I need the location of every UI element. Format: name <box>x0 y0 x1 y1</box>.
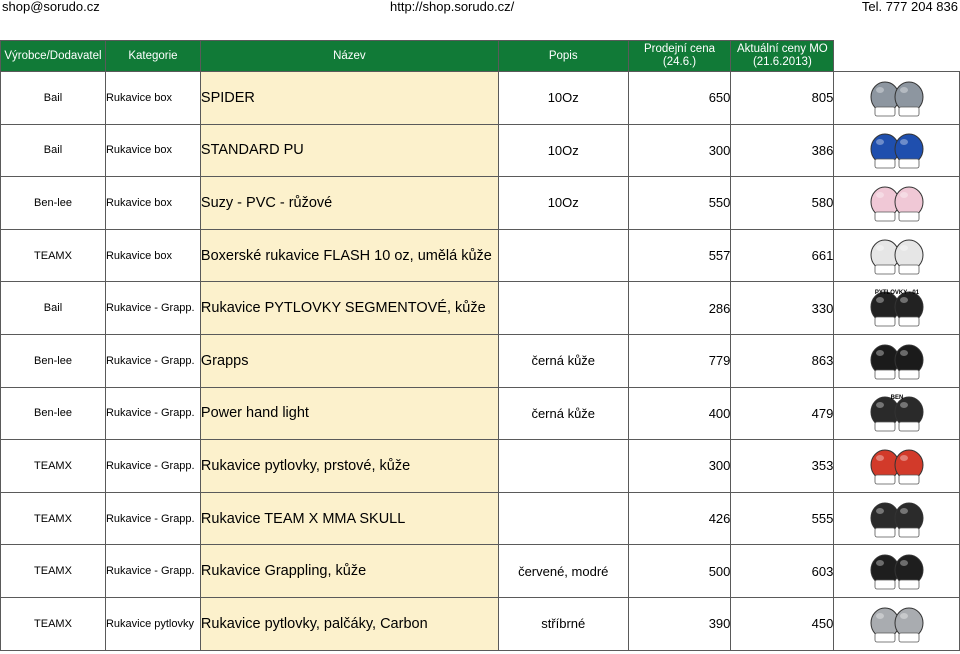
cell-category: Rukavice - Grapp. <box>105 440 200 493</box>
cell-description <box>498 440 628 493</box>
cell-maker: Bail <box>1 124 106 177</box>
col-maker-header: Výrobce/Dodavatel <box>1 41 106 72</box>
cell-product-image <box>834 334 960 387</box>
cell-product-image <box>834 72 960 125</box>
cell-product-name: STANDARD PU <box>200 124 498 177</box>
boxing-gloves-pink-icon <box>865 182 929 224</box>
shop-url[interactable]: http://shop.sorudo.cz/ <box>390 0 515 14</box>
cell-product-image <box>834 492 960 545</box>
cell-actual-price: 330 <box>731 282 834 335</box>
cell-actual-price: 580 <box>731 177 834 230</box>
cell-price: 390 <box>628 597 731 650</box>
cell-description <box>498 492 628 545</box>
cell-description: černá kůže <box>498 387 628 440</box>
cell-actual-price: 386 <box>731 124 834 177</box>
table-row <box>1 387 960 440</box>
cell-price: 557 <box>628 229 731 282</box>
col-category-header: Kategorie <box>105 41 200 72</box>
cell-maker: TEAMX <box>1 440 106 493</box>
boxing-gloves-silver-icon <box>865 77 929 119</box>
contact-bar <box>0 0 960 16</box>
cell-actual-price: 479 <box>731 387 834 440</box>
cell-product-image <box>834 124 960 177</box>
cell-product-name: Rukavice Grappling, kůže <box>200 545 498 598</box>
power-hand-gloves-icon <box>865 392 929 434</box>
cell-actual-price: 805 <box>731 72 834 125</box>
col-price-header-line2: (24.6.) <box>662 56 697 68</box>
cell-maker: Ben-lee <box>1 177 106 230</box>
cell-price: 300 <box>628 124 731 177</box>
cell-maker: TEAMX <box>1 545 106 598</box>
boxing-gloves-blue-icon <box>865 129 929 171</box>
cell-product-image <box>834 545 960 598</box>
cell-product-image <box>834 229 960 282</box>
cell-category: Rukavice box <box>105 124 200 177</box>
mma-skull-gloves-icon <box>865 498 929 540</box>
cell-price: 779 <box>628 334 731 387</box>
cell-category: Rukavice - Grapp. <box>105 282 200 335</box>
cell-description <box>498 282 628 335</box>
boxing-gloves-white-icon <box>865 235 929 277</box>
cell-actual-price: 555 <box>731 492 834 545</box>
cell-actual-price: 863 <box>731 334 834 387</box>
col-price-header <box>628 41 731 72</box>
cell-price: 300 <box>628 440 731 493</box>
cell-maker: TEAMX <box>1 597 106 650</box>
col-actual-header-line1: Aktuální ceny MO <box>736 43 828 55</box>
table-row <box>1 334 960 387</box>
price-list-table <box>0 40 960 651</box>
table-row <box>1 282 960 335</box>
cell-description: stříbrné <box>498 597 628 650</box>
col-name-header: Název <box>200 41 498 72</box>
cell-maker: Bail <box>1 72 106 125</box>
cell-description: červené, modré <box>498 545 628 598</box>
cell-description <box>498 229 628 282</box>
bag-gloves-black-white-icon <box>865 287 929 329</box>
cell-category: Rukavice - Grapp. <box>105 545 200 598</box>
cell-product-name: SPIDER <box>200 72 498 125</box>
table-row <box>1 124 960 177</box>
cell-product-name: Rukavice pytlovky, palčáky, Carbon <box>200 597 498 650</box>
col-image-header <box>834 41 960 72</box>
cell-product-name: Rukavice TEAM X MMA SKULL <box>200 492 498 545</box>
cell-price: 426 <box>628 492 731 545</box>
table-row <box>1 545 960 598</box>
cell-product-name: Rukavice pytlovky, prstové, kůže <box>200 440 498 493</box>
grappling-gloves-leather-icon <box>865 550 929 592</box>
cell-description: černá kůže <box>498 334 628 387</box>
table-row <box>1 597 960 650</box>
cell-price: 400 <box>628 387 731 440</box>
header-row <box>1 41 960 72</box>
cell-category: Rukavice - Grapp. <box>105 387 200 440</box>
bag-gloves-multicolor-icon <box>865 445 929 487</box>
image-caption: BEN <box>890 395 903 402</box>
cell-price: 286 <box>628 282 731 335</box>
cell-product-image <box>834 177 960 230</box>
cell-maker: Bail <box>1 282 106 335</box>
cell-product-name: Rukavice PYTLOVKY SEGMENTOVÉ, kůže <box>200 282 498 335</box>
cell-maker: TEAMX <box>1 229 106 282</box>
cell-product-name: Grapps <box>200 334 498 387</box>
cell-actual-price: 353 <box>731 440 834 493</box>
cell-product-image <box>834 597 960 650</box>
cell-product-name: Boxerské rukavice FLASH 10 oz, umělá kůže <box>200 229 498 282</box>
cell-category: Rukavice box <box>105 177 200 230</box>
cell-description: 10Oz <box>498 177 628 230</box>
cell-category: Rukavice - Grapp. <box>105 492 200 545</box>
cell-category: Rukavice box <box>105 229 200 282</box>
col-actual-header-line2: (21.6.2013) <box>752 56 812 68</box>
cell-maker: Ben-lee <box>1 387 106 440</box>
cell-description: 10Oz <box>498 72 628 125</box>
cell-category: Rukavice - Grapp. <box>105 334 200 387</box>
cell-actual-price: 661 <box>731 229 834 282</box>
col-description-header: Popis <box>498 41 628 72</box>
cell-price: 550 <box>628 177 731 230</box>
shop-phone: Tel. 777 204 836 <box>861 0 958 14</box>
cell-description: 10Oz <box>498 124 628 177</box>
table-row <box>1 440 960 493</box>
col-actual-header <box>731 41 834 72</box>
cell-product-image <box>834 440 960 493</box>
grappling-gloves-black-icon <box>865 340 929 382</box>
col-price-header-line1: Prodejní cena <box>644 43 715 55</box>
cell-product-name: Power hand light <box>200 387 498 440</box>
shop-email[interactable]: shop@sorudo.cz <box>2 0 100 14</box>
table-row <box>1 177 960 230</box>
cell-actual-price: 450 <box>731 597 834 650</box>
table-row <box>1 492 960 545</box>
table-row <box>1 72 960 125</box>
cell-category: Rukavice box <box>105 72 200 125</box>
cell-product-image <box>834 282 960 335</box>
table-row <box>1 229 960 282</box>
cell-product-name: Suzy - PVC - růžové <box>200 177 498 230</box>
cell-maker: TEAMX <box>1 492 106 545</box>
image-caption: PYTLOVKY - 01 <box>874 290 919 297</box>
cell-price: 500 <box>628 545 731 598</box>
bag-mitts-carbon-silver-icon <box>865 603 929 645</box>
cell-actual-price: 603 <box>731 545 834 598</box>
cell-product-image <box>834 387 960 440</box>
table-body <box>1 72 960 651</box>
cell-maker: Ben-lee <box>1 334 106 387</box>
cell-price: 650 <box>628 72 731 125</box>
cell-category: Rukavice pytlovky <box>105 597 200 650</box>
